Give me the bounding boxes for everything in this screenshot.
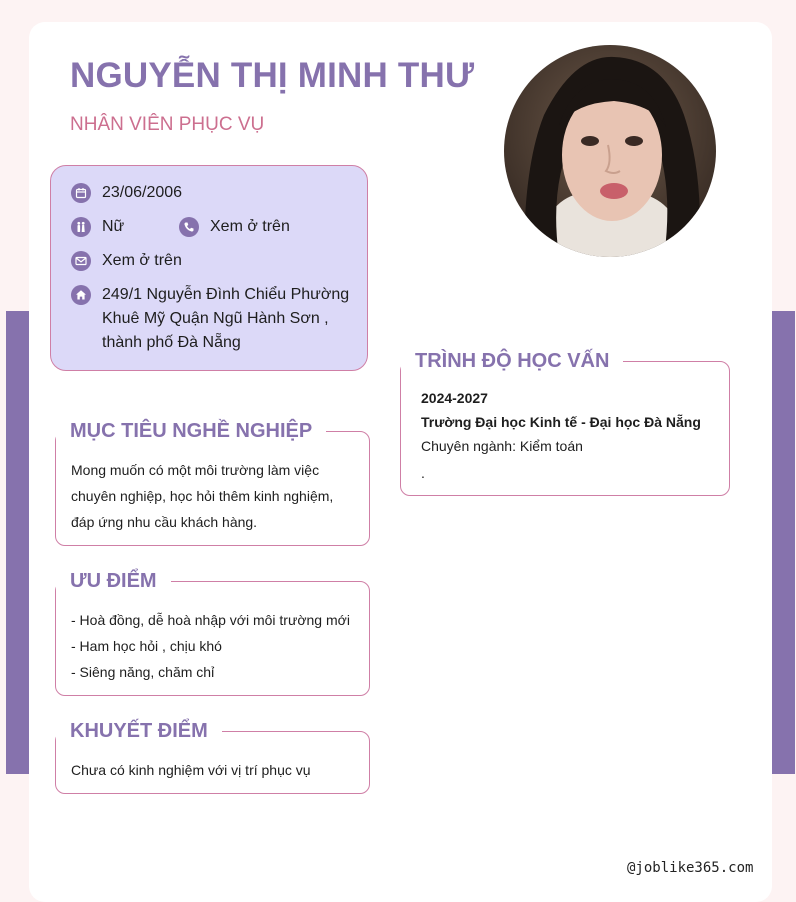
- job-title: NHÂN VIÊN PHỤC VỤ: [70, 114, 265, 135]
- phone-row: [179, 215, 290, 239]
- objective-line: đáp ứng nhu cầu khách hàng.: [71, 514, 258, 530]
- birthday-value: 23/06/2006: [102, 184, 183, 201]
- objective-text: [71, 457, 354, 535]
- weaknesses-title: KHUYẾT ĐIỂM: [56, 719, 222, 743]
- objective-title: MỤC TIÊU NGHỀ NGHIỆP: [56, 419, 326, 443]
- phone-value: Xem ở trên: [210, 218, 290, 235]
- education-school: Trường Đại học Kinh tế - Đại học Đà Nẵng: [421, 414, 701, 430]
- strength-item: - Ham học hỏi , chịu khó: [71, 638, 222, 654]
- address-line: thành phố Đà Nẵng: [102, 334, 241, 351]
- strengths-list: [71, 607, 350, 685]
- education-section: [400, 361, 730, 496]
- profile-photo-image: [504, 45, 716, 257]
- strength-item: - Siêng năng, chăm chỉ: [71, 664, 215, 680]
- education-note: .: [421, 465, 425, 481]
- education-entry: [421, 386, 701, 485]
- education-major: Chuyên ngành: Kiểm toán: [421, 438, 583, 454]
- address-line: Khuê Mỹ Quận Ngũ Hành Sơn ,: [102, 310, 329, 327]
- right-accent-band: [772, 311, 795, 774]
- objective-section: [55, 431, 370, 546]
- strengths-section: [55, 581, 370, 696]
- objective-line: chuyên nghiệp, học hỏi thêm kinh nghiệm,: [71, 488, 334, 504]
- contact-card: [50, 165, 368, 371]
- left-accent-band: [6, 311, 30, 774]
- address-value: [102, 283, 349, 355]
- mail-icon: [71, 251, 91, 271]
- strengths-title: ƯU ĐIỂM: [56, 569, 171, 593]
- gender-icon: [71, 217, 91, 237]
- home-icon: [71, 285, 91, 305]
- strength-item: - Hoà đồng, dễ hoà nhập với môi trường mới: [71, 612, 350, 628]
- objective-line: Mong muốn có một môi trường làm việc: [71, 462, 320, 478]
- profile-photo: [504, 45, 716, 257]
- phone-icon: [179, 217, 199, 237]
- gender-value: Nữ: [102, 218, 125, 235]
- weaknesses-list: [71, 757, 311, 783]
- candidate-name: NGUYỄN THỊ MINH THƯ: [70, 56, 475, 95]
- address-row: [71, 283, 349, 355]
- email-value: Xem ở trên: [102, 252, 182, 269]
- address-line: 249/1 Nguyễn Đình Chiểu Phường: [102, 286, 350, 303]
- email-row: [71, 249, 182, 273]
- watermark: @joblike365.com: [627, 860, 754, 876]
- weakness-item: Chưa có kinh nghiệm với vị trí phục vụ: [71, 762, 311, 778]
- education-period: 2024-2027: [421, 390, 488, 406]
- gender-row: [71, 215, 124, 239]
- calendar-icon: [71, 183, 91, 203]
- birthday-row: [71, 181, 182, 205]
- education-title: TRÌNH ĐỘ HỌC VẤN: [401, 349, 623, 373]
